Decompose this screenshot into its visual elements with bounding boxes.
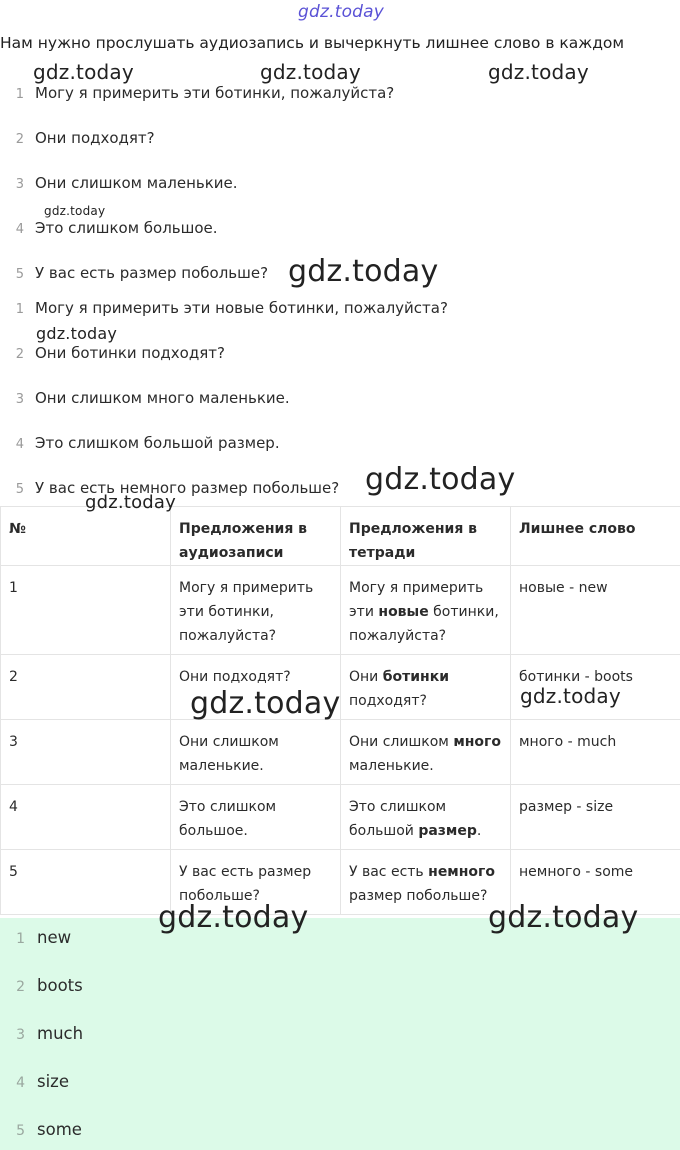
cell-text: Они bbox=[349, 669, 383, 685]
cell-bold-word: размер bbox=[418, 823, 477, 839]
cell-extra-word: много - much bbox=[511, 720, 680, 785]
cell-text: подходят? bbox=[349, 693, 427, 709]
cell-text: . bbox=[476, 823, 482, 839]
cell-extra-word: размер - size bbox=[511, 785, 680, 850]
list-item bbox=[0, 344, 225, 368]
cell-text: размер побольше? bbox=[349, 888, 488, 904]
header-notebook: Предложения в тетради bbox=[341, 507, 511, 566]
list-number: 5 bbox=[15, 482, 24, 497]
answer-number: 5 bbox=[16, 1123, 25, 1139]
header-number: № bbox=[1, 507, 171, 566]
cell-audio: Могу я примерить эти ботинки, пожалуйста? bbox=[171, 566, 341, 655]
list-number: 5 bbox=[15, 267, 24, 282]
cell-bold-word: ботинки bbox=[382, 669, 450, 685]
watermark: gdz.today bbox=[365, 462, 516, 497]
cell-notebook bbox=[341, 785, 511, 850]
cell-audio: Они слишком маленькие. bbox=[171, 720, 341, 785]
cell-bold-word: много bbox=[453, 734, 501, 750]
watermark: gdz.today bbox=[158, 900, 309, 935]
list-item bbox=[0, 84, 394, 108]
cell-text: маленькие. bbox=[349, 758, 434, 774]
list-text: Они подходят? bbox=[35, 129, 155, 147]
answer-item bbox=[0, 1024, 83, 1043]
cell-bold-word: немного bbox=[428, 864, 495, 880]
header-audio: Предложения в аудиозаписи bbox=[171, 507, 341, 566]
watermark: gdz.today bbox=[190, 686, 341, 721]
cell-number: 5 bbox=[1, 850, 171, 915]
cell-bold-word: новые bbox=[378, 604, 429, 620]
watermark: gdz.today bbox=[36, 324, 118, 343]
cell-audio: Это слишком большое. bbox=[171, 785, 341, 850]
cell-notebook bbox=[341, 850, 511, 915]
list-text: Они слишком маленькие. bbox=[35, 174, 238, 192]
list-number: 2 bbox=[15, 132, 24, 147]
cell-notebook bbox=[341, 720, 511, 785]
list-text: Могу я примерить эти новые ботинки, пожалуйста? bbox=[35, 299, 448, 317]
cell-text: Они слишком bbox=[349, 734, 454, 750]
cell-audio: Они подходят? bbox=[171, 655, 341, 720]
answer-text: much bbox=[37, 1024, 84, 1043]
answer-number: 4 bbox=[16, 1075, 25, 1091]
watermark-top: gdz.today bbox=[298, 2, 385, 22]
list-text: Они ботинки подходят? bbox=[35, 344, 225, 362]
table-row bbox=[1, 720, 680, 785]
cell-number: 2 bbox=[1, 655, 171, 720]
table-header-row bbox=[1, 507, 680, 566]
task-intro: Нам нужно прослушать аудиозапись и вычеркнуть лишнее слово в каждом bbox=[0, 34, 625, 52]
answer-text: some bbox=[37, 1120, 82, 1139]
watermark: gdz.today bbox=[488, 900, 639, 935]
list-item bbox=[0, 174, 238, 198]
answer-text: size bbox=[37, 1072, 69, 1091]
answer-text: new bbox=[37, 928, 72, 947]
answer-item bbox=[0, 976, 83, 995]
list-text: Они слишком много маленькие. bbox=[35, 389, 290, 407]
list-text: Могу я примерить эти ботинки, пожалуйста? bbox=[35, 84, 395, 102]
list-text: У вас есть размер побольше? bbox=[35, 264, 269, 282]
answer-item bbox=[0, 1120, 82, 1139]
cell-number: 3 bbox=[1, 720, 171, 785]
cell-extra-word: ботинки - boots bbox=[511, 655, 680, 720]
list-number: 4 bbox=[15, 222, 24, 237]
list-number: 1 bbox=[15, 302, 24, 317]
list-item bbox=[0, 434, 280, 458]
cell-extra-word: немного - some bbox=[511, 850, 680, 915]
cell-text: Могу я примерить эти bbox=[349, 580, 484, 620]
cell-number: 1 bbox=[1, 566, 171, 655]
list-item bbox=[0, 299, 448, 323]
header-extra-word: Лишнее слово bbox=[511, 507, 680, 566]
list-number: 1 bbox=[15, 87, 24, 102]
list-number: 3 bbox=[15, 392, 24, 407]
cell-audio: У вас есть размер побольше? bbox=[171, 850, 341, 915]
cell-notebook bbox=[341, 566, 511, 655]
table-row bbox=[1, 566, 680, 655]
list-item bbox=[0, 129, 155, 153]
list-item bbox=[0, 389, 290, 413]
cell-notebook bbox=[341, 655, 511, 720]
answer-number: 3 bbox=[16, 1027, 25, 1043]
answers-panel bbox=[0, 918, 680, 1150]
watermark: gdz.today bbox=[85, 492, 177, 513]
list-number: 3 bbox=[15, 177, 24, 192]
answer-item bbox=[0, 928, 71, 947]
cell-number: 4 bbox=[1, 785, 171, 850]
answer-number: 1 bbox=[16, 931, 25, 947]
list-text: Это слишком большое. bbox=[35, 219, 218, 237]
list-number: 4 bbox=[15, 437, 24, 452]
list-text: У вас есть немного размер побольше? bbox=[35, 479, 340, 497]
watermark: gdz.today bbox=[520, 684, 621, 708]
cell-text: Это слишком большой bbox=[349, 799, 447, 839]
answer-text: boots bbox=[37, 976, 83, 995]
list-item bbox=[0, 219, 218, 243]
watermark: gdz.today bbox=[44, 204, 106, 218]
list-text: Это слишком большой размер. bbox=[35, 434, 280, 452]
cell-text: ботинки, пожалуйста? bbox=[349, 604, 499, 644]
watermark: gdz.today bbox=[33, 60, 134, 84]
table-row bbox=[1, 785, 680, 850]
watermark: gdz.today bbox=[260, 60, 361, 84]
list-item bbox=[0, 264, 268, 288]
watermark: gdz.today bbox=[288, 254, 439, 289]
answer-number: 2 bbox=[16, 979, 25, 995]
cell-text: У вас есть bbox=[349, 864, 429, 880]
list-number: 2 bbox=[15, 347, 24, 362]
answer-item bbox=[0, 1072, 69, 1091]
cell-extra-word: новые - new bbox=[511, 566, 680, 655]
watermark: gdz.today bbox=[488, 60, 589, 84]
